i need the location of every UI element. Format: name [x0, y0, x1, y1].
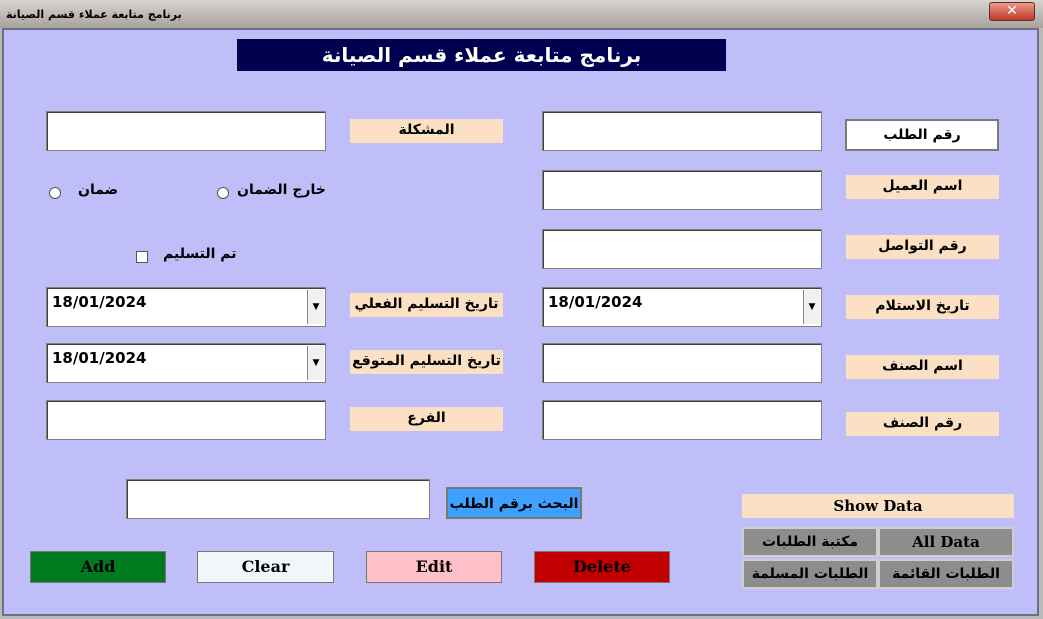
close-button[interactable]: ✕: [989, 2, 1035, 21]
edit-button[interactable]: Edit: [366, 551, 502, 583]
order-number-input[interactable]: [542, 111, 822, 151]
out-of-warranty-radio[interactable]: [217, 187, 229, 199]
actual-delivery-date-dropdown-icon[interactable]: ▼: [307, 290, 324, 324]
item-number-input[interactable]: [542, 400, 822, 440]
receive-date-picker[interactable]: [542, 287, 822, 327]
label-branch: الفرع: [350, 407, 503, 431]
problem-input[interactable]: [46, 111, 326, 151]
window-titlebar: [0, 0, 1043, 28]
existing-orders-button[interactable]: الطلبات القائمة: [878, 559, 1014, 589]
all-data-button[interactable]: All Data: [878, 527, 1014, 557]
contact-number-input[interactable]: [542, 229, 822, 269]
delivered-checkbox[interactable]: [136, 251, 148, 263]
receive-date-dropdown-icon[interactable]: ▼: [803, 290, 820, 324]
clear-button[interactable]: Clear: [197, 551, 334, 583]
actual-delivery-date-value: 18/01/2024: [52, 293, 147, 311]
label-item-name: اسم الصنف: [846, 355, 999, 379]
customer-name-input[interactable]: [542, 170, 822, 210]
window-title: برنامج متابعة عملاء قسم الصيانة: [6, 8, 182, 21]
show-data-title: Show Data: [742, 494, 1014, 518]
label-order-number: رقم الطلب: [845, 119, 999, 151]
branch-input[interactable]: [46, 400, 326, 440]
label-expected-delivery-date: تاريخ التسليم المتوقع: [350, 350, 503, 374]
search-by-order-button[interactable]: البحث برقم الطلب: [446, 487, 582, 519]
add-button[interactable]: Add: [30, 551, 166, 583]
search-input[interactable]: [126, 479, 430, 519]
expected-delivery-date-dropdown-icon[interactable]: ▼: [307, 346, 324, 380]
label-contact-number: رقم التواصل: [846, 235, 999, 259]
expected-delivery-date-value: 18/01/2024: [52, 349, 147, 367]
page-title: برنامج متابعة عملاء قسم الصيانة: [237, 39, 726, 71]
delivered-orders-button[interactable]: الطلبات المسلمة: [742, 559, 878, 589]
label-customer-name: اسم العميل: [846, 175, 999, 199]
receive-date-value: 18/01/2024: [548, 293, 643, 311]
label-problem: المشكلة: [350, 119, 503, 143]
expected-delivery-date-picker[interactable]: [46, 343, 326, 383]
warranty-label: ضمان: [78, 182, 119, 198]
label-actual-delivery-date: تاريخ التسليم الفعلي: [350, 293, 503, 317]
orders-library-button[interactable]: مكتبة الطلبات: [742, 527, 878, 557]
out-of-warranty-label: خارج الضمان: [237, 182, 326, 198]
label-receive-date: تاريخ الاستلام: [846, 295, 999, 319]
delete-button[interactable]: Delete: [534, 551, 670, 583]
delivered-label: تم التسليم: [163, 246, 237, 262]
warranty-radio[interactable]: [49, 187, 61, 199]
item-name-input[interactable]: [542, 343, 822, 383]
label-item-number: رقم الصنف: [846, 412, 999, 436]
actual-delivery-date-picker[interactable]: [46, 287, 326, 327]
